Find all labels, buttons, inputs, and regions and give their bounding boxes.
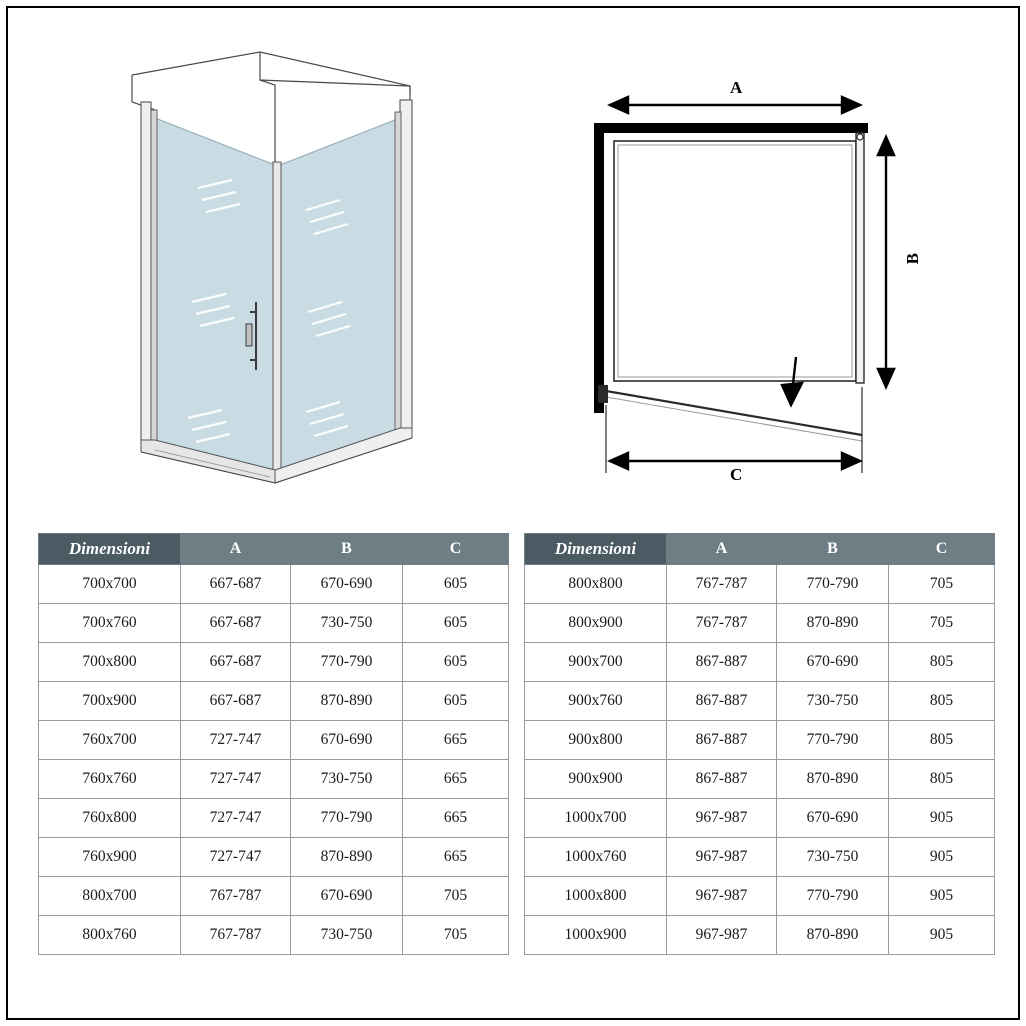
cell-a: 967-987 — [667, 838, 777, 877]
table-row — [525, 799, 995, 838]
dimensions-table-left — [38, 533, 508, 955]
cell-c: 905 — [889, 838, 995, 877]
enclosure-3d-svg — [110, 40, 440, 500]
cell-b: 730-750 — [777, 838, 889, 877]
cell-c: 665 — [403, 838, 509, 877]
table-row — [39, 565, 509, 604]
cell-c: 705 — [403, 916, 509, 955]
cell-a: 767-787 — [667, 604, 777, 643]
cell-b: 730-750 — [291, 916, 403, 955]
cell-b: 870-890 — [777, 760, 889, 799]
cell-a: 867-887 — [667, 682, 777, 721]
cell-c: 705 — [889, 565, 995, 604]
cell-c: 665 — [403, 799, 509, 838]
plan-label-c: C — [730, 465, 743, 484]
table-row — [39, 604, 509, 643]
cell-dimension: 900x800 — [525, 721, 667, 760]
cell-b: 730-750 — [777, 682, 889, 721]
cell-b: 770-790 — [777, 877, 889, 916]
cell-c: 605 — [403, 682, 509, 721]
cell-c: 805 — [889, 643, 995, 682]
cell-b: 870-890 — [777, 916, 889, 955]
cell-a: 727-747 — [181, 799, 291, 838]
cell-c: 805 — [889, 760, 995, 799]
plan-label-b: B — [903, 253, 922, 265]
cell-a: 767-787 — [667, 565, 777, 604]
cell-c: 605 — [403, 604, 509, 643]
cell-dimension: 800x760 — [39, 916, 181, 955]
table-row — [525, 643, 995, 682]
cell-dimension: 700x760 — [39, 604, 181, 643]
cell-b: 870-890 — [777, 604, 889, 643]
cell-a: 967-987 — [667, 877, 777, 916]
cell-c: 805 — [889, 682, 995, 721]
shower-enclosure-plan-view — [570, 75, 950, 495]
cell-b: 670-690 — [291, 877, 403, 916]
cell-c: 705 — [403, 877, 509, 916]
cell-b: 770-790 — [777, 565, 889, 604]
cell-a: 667-687 — [181, 643, 291, 682]
cell-a: 727-747 — [181, 721, 291, 760]
cell-dimension: 800x900 — [525, 604, 667, 643]
cell-dimension: 900x700 — [525, 643, 667, 682]
table-header-row — [525, 534, 995, 565]
table-header-row — [39, 534, 509, 565]
cell-c: 905 — [889, 799, 995, 838]
cell-dimension: 800x800 — [525, 565, 667, 604]
cell-c: 665 — [403, 721, 509, 760]
column-header-c: C — [889, 534, 995, 565]
table-row — [525, 721, 995, 760]
table-row — [525, 916, 995, 955]
column-header-dimensioni: Dimensioni — [39, 534, 181, 565]
cell-dimension: 760x800 — [39, 799, 181, 838]
cell-b: 770-790 — [291, 643, 403, 682]
cell-dimension: 1000x760 — [525, 838, 667, 877]
table-row — [525, 565, 995, 604]
shower-enclosure-3d-view — [110, 40, 440, 500]
plan-label-a: A — [730, 78, 743, 97]
dimensions-table-right — [524, 533, 994, 955]
cell-dimension: 700x900 — [39, 682, 181, 721]
cell-b: 670-690 — [291, 721, 403, 760]
cell-b: 730-750 — [291, 760, 403, 799]
cell-a: 767-787 — [181, 877, 291, 916]
column-header-a: A — [667, 534, 777, 565]
cell-a: 867-887 — [667, 760, 777, 799]
cell-c: 605 — [403, 643, 509, 682]
cell-a: 867-887 — [667, 721, 777, 760]
enclosure-plan-svg — [570, 75, 950, 495]
table-row — [39, 877, 509, 916]
column-header-b: B — [291, 534, 403, 565]
table-row — [39, 838, 509, 877]
cell-dimension: 700x700 — [39, 565, 181, 604]
cell-dimension: 900x900 — [525, 760, 667, 799]
column-header-a: A — [181, 534, 291, 565]
cell-b: 770-790 — [291, 799, 403, 838]
cell-a: 667-687 — [181, 604, 291, 643]
cell-dimension: 1000x800 — [525, 877, 667, 916]
cell-dimension: 760x700 — [39, 721, 181, 760]
table-row — [525, 604, 995, 643]
cell-a: 667-687 — [181, 565, 291, 604]
column-header-b: B — [777, 534, 889, 565]
table-row — [39, 682, 509, 721]
table-row — [525, 682, 995, 721]
cell-b: 670-690 — [777, 799, 889, 838]
cell-a: 767-787 — [181, 916, 291, 955]
table-row — [39, 721, 509, 760]
table-row — [39, 916, 509, 955]
cell-b: 730-750 — [291, 604, 403, 643]
cell-c: 905 — [889, 916, 995, 955]
cell-c: 905 — [889, 877, 995, 916]
table-row — [525, 838, 995, 877]
table-row — [39, 799, 509, 838]
cell-b: 870-890 — [291, 838, 403, 877]
cell-b: 670-690 — [777, 643, 889, 682]
cell-a: 867-887 — [667, 643, 777, 682]
cell-a: 967-987 — [667, 799, 777, 838]
cell-dimension: 1000x900 — [525, 916, 667, 955]
table-row — [39, 643, 509, 682]
column-header-dimensioni: Dimensioni — [525, 534, 667, 565]
cell-c: 805 — [889, 721, 995, 760]
table-row — [525, 760, 995, 799]
column-header-c: C — [403, 534, 509, 565]
cell-dimension: 800x700 — [39, 877, 181, 916]
cell-b: 770-790 — [777, 721, 889, 760]
table-row — [39, 760, 509, 799]
cell-a: 727-747 — [181, 760, 291, 799]
cell-c: 665 — [403, 760, 509, 799]
cell-dimension: 900x760 — [525, 682, 667, 721]
cell-b: 670-690 — [291, 565, 403, 604]
cell-dimension: 1000x700 — [525, 799, 667, 838]
cell-c: 705 — [889, 604, 995, 643]
cell-a: 967-987 — [667, 916, 777, 955]
cell-c: 605 — [403, 565, 509, 604]
cell-b: 870-890 — [291, 682, 403, 721]
cell-dimension: 760x760 — [39, 760, 181, 799]
cell-a: 727-747 — [181, 838, 291, 877]
cell-a: 667-687 — [181, 682, 291, 721]
cell-dimension: 700x800 — [39, 643, 181, 682]
cell-dimension: 760x900 — [39, 838, 181, 877]
table-row — [525, 877, 995, 916]
